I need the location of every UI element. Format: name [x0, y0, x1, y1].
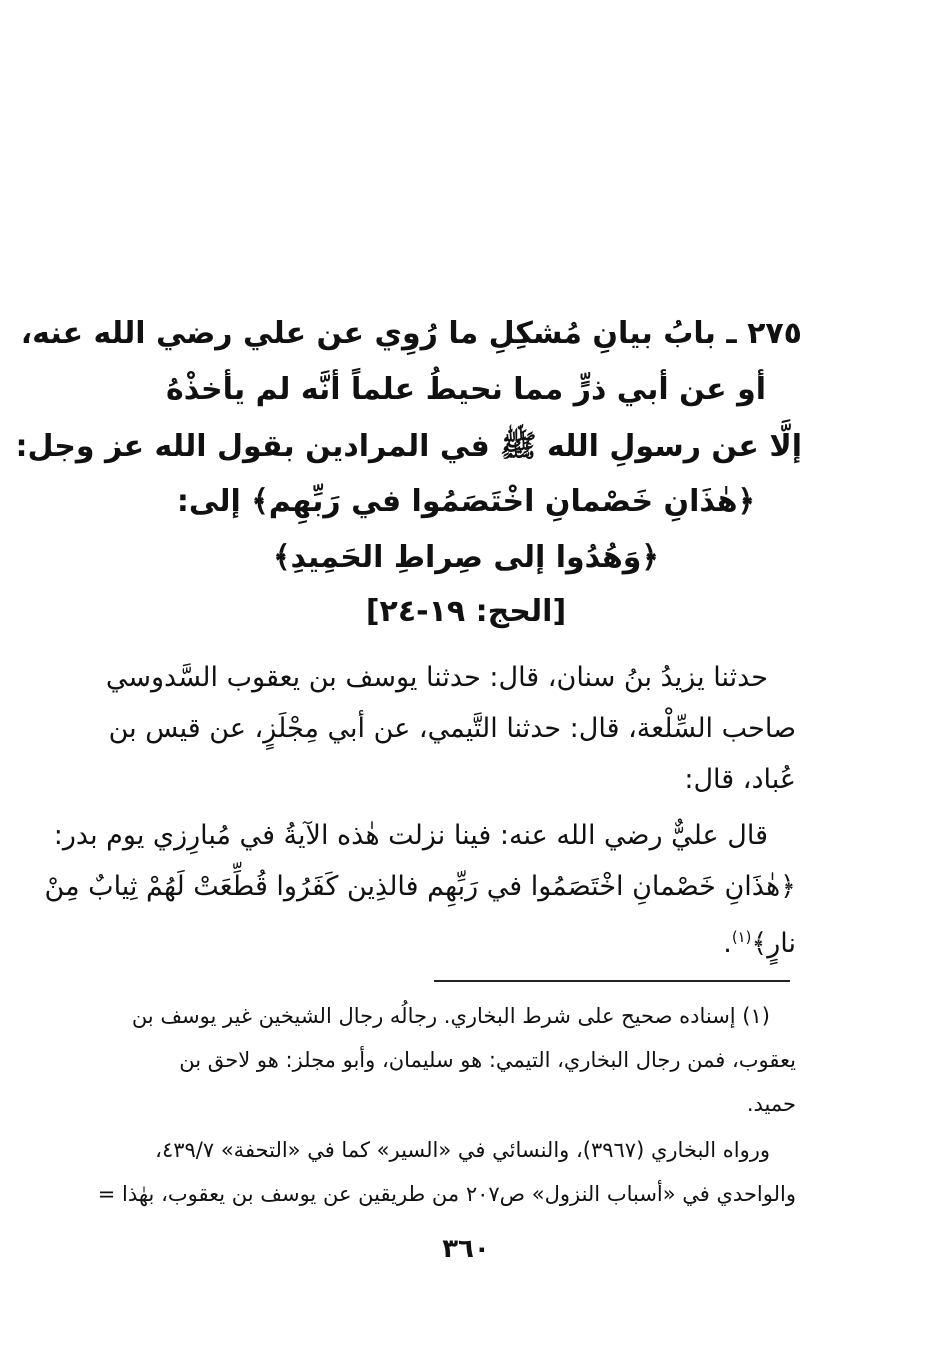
footnote-2-line-1: ورواه البخاري (٣٩٦٧)، والنسائي في «السير» كما في «التحفة» ٤٣٩/٧، [155, 1138, 770, 1162]
matn-line-1: قال عليٌّ رضي الله عنه: فينا نزلت هٰذه الآيةُ في مُبارِزي يوم بدر: [53, 820, 768, 851]
footnote-1 [96, 994, 796, 1126]
chapter-title-line-2: أو عن أبي ذرٍّ مما نحيطُ علماً أنَّه لم يأخذْهُ [165, 372, 767, 407]
matn-period: . [723, 928, 732, 959]
footnote-1-line-2: يعقوب، فمن رجال البخاري، التيمي: هو سليمان، وأبو مجلز: هو لاحق بن [179, 1048, 796, 1072]
matn-line-3 [96, 912, 796, 969]
isnad-line-3: عُباد، قال: [684, 764, 796, 795]
chapter-title-line-3: إلَّا عن رسولِ الله ﷺ في المرادين بقول الله عز وجل: [15, 429, 802, 464]
chapter-title-line-1: ٢٧٥ ـ بابُ بيانِ مُشكِلِ ما رُوِي عن علي رضي الله عنه، [20, 316, 802, 351]
isnad-paragraph [96, 652, 796, 805]
page-number: ٣٦٠ [442, 1234, 490, 1264]
footnote-1-line-3: حميد. [746, 1092, 796, 1116]
quran-verse-start: ﴿هٰذَانِ خَصْمانِ اخْتَصَمُوا في رَبِّهِم﴾ إلى: [176, 484, 756, 519]
isnad-line-1: حدثنا يزيدُ بنُ سنان، قال: حدثنا يوسف بن يعقوب السَّدوسي [105, 662, 768, 693]
isnad-line-2: صاحب السِّلْعة، قال: حدثنا التَّيمي، عن أبي مِجْلَزٍ، عن قيس بن [108, 713, 796, 744]
footnote-2-line-2: والواحدي في «أسباب النزول» ص٢٠٧ من طريقين عن يوسف بن يعقوب، بهٰذا = [97, 1182, 796, 1206]
matn-verse-end: نارٍ﴾ [751, 928, 796, 959]
matn-paragraph [44, 810, 796, 969]
footnote-ref: (١) [731, 928, 752, 946]
matn-line-2: ﴿هٰذَانِ خَصْمانِ اخْتَصَمُوا في رَبِّهِم فالذِين كَفَرُوا قُطِّعَتْ لَهُمْ ثِيابٌ مِنْ [44, 871, 796, 902]
quran-reference: [الحج: ١٩-٢٤] [365, 594, 567, 629]
quran-verse-end: ﴿وَهُدُوا إلى صِراطِ الحَمِيدِ﴾ [272, 540, 660, 575]
footnote-divider [434, 980, 790, 982]
footnote-1-line-1: (١) إسناده صحيح على شرط البخاري. رجالُه رجال الشيخين غير يوسف بن [131, 1004, 770, 1028]
footnote-continuation [96, 1128, 796, 1216]
